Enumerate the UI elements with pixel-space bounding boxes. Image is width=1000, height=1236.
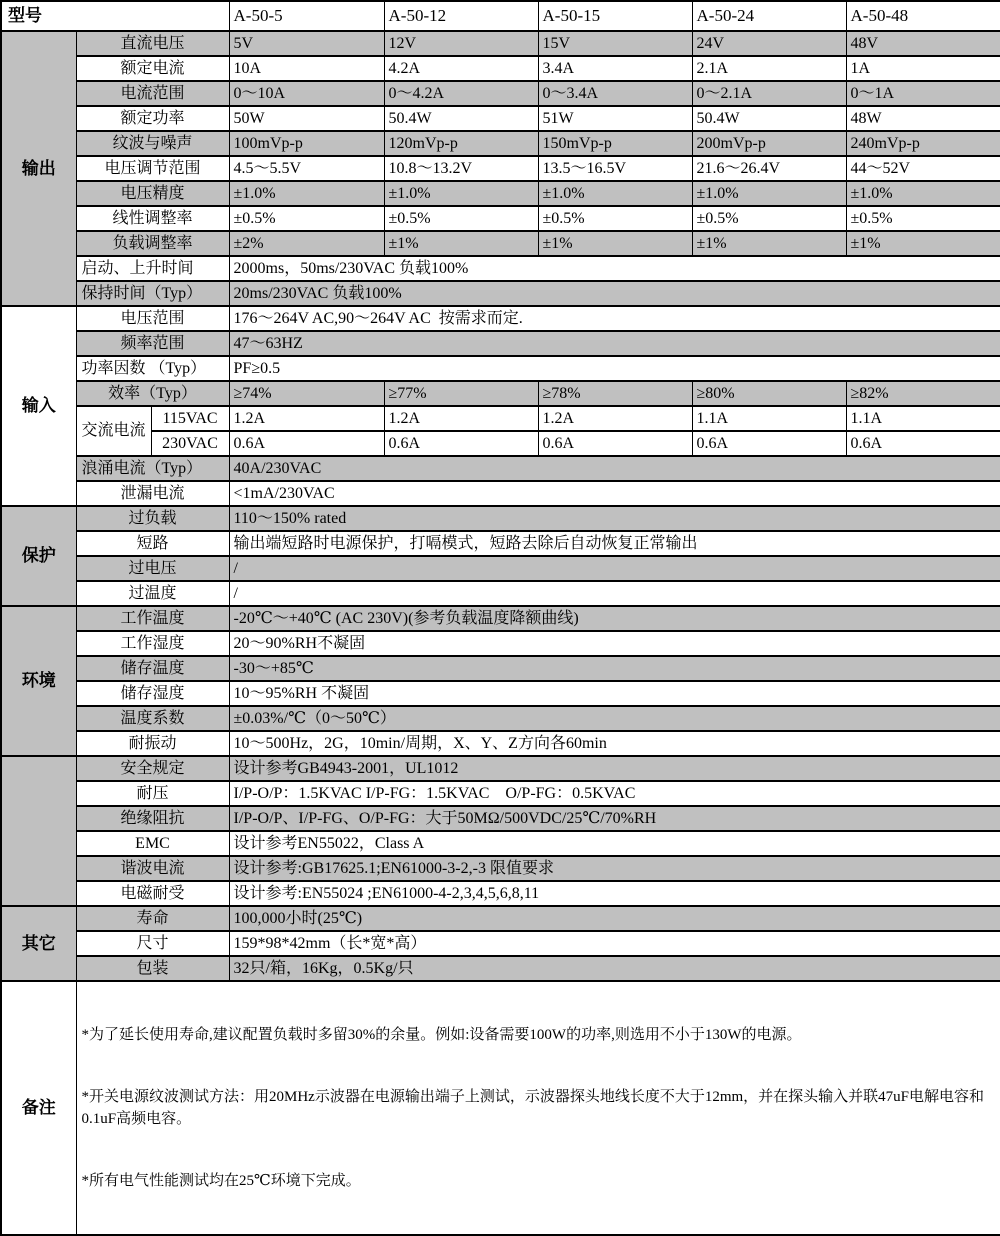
- section-group-label-protection: 保护: [1, 506, 76, 606]
- spec-value: 0～2.1A: [692, 81, 846, 106]
- spec-value: 0.6A: [229, 431, 384, 456]
- row-label: 功率因数 （Typ）: [76, 356, 229, 381]
- table-row: [1, 681, 1000, 706]
- model-name-header: A-50-15: [538, 1, 692, 31]
- spec-value: 2.1A: [692, 56, 846, 81]
- spec-value: 44～52V: [846, 156, 1000, 181]
- row-label: EMC: [76, 831, 229, 856]
- model-name-header: A-50-12: [384, 1, 538, 31]
- spec-value: 4.5～5.5V: [229, 156, 384, 181]
- spec-value: ±0.5%: [229, 206, 384, 231]
- spec-value: 40A/230VAC: [229, 456, 1000, 481]
- table-row: [1, 406, 1000, 431]
- section-group-label-output: 输出: [1, 31, 76, 306]
- spec-value: 13.5～16.5V: [538, 156, 692, 181]
- spec-value: 设计参考:EN55024 ;EN61000-4-2,3,4,5,6,8,11: [229, 881, 1000, 906]
- table-row: [1, 256, 1000, 281]
- table-row: [1, 656, 1000, 681]
- spec-value: 4.2A: [384, 56, 538, 81]
- spec-value: 15V: [538, 31, 692, 56]
- spec-value: ±1%: [538, 231, 692, 256]
- table-row: [1, 206, 1000, 231]
- row-label: 过负载: [76, 506, 229, 531]
- spec-value: 1.2A: [384, 406, 538, 431]
- table-row: [1, 81, 1000, 106]
- table-row: [1, 356, 1000, 381]
- spec-value: ±1.0%: [692, 181, 846, 206]
- spec-value: 0.6A: [846, 431, 1000, 456]
- table-row: [1, 331, 1000, 356]
- spec-value: ±1.0%: [384, 181, 538, 206]
- row-label: 保持时间（Typ）: [76, 281, 229, 306]
- spec-value: 输出端短路时电源保护，打嗝模式，短路去除后自动恢复正常输出: [229, 531, 1000, 556]
- spec-value: ≥77%: [384, 381, 538, 406]
- spec-value: 50.4W: [692, 106, 846, 131]
- spec-value: 47～63HZ: [229, 331, 1000, 356]
- spec-value: 设计参考:GB17625.1;EN61000-3-2,-3 限值要求: [229, 856, 1000, 881]
- row-label: 效率（Typ）: [76, 381, 229, 406]
- spec-value: 5V: [229, 31, 384, 56]
- spec-value: 48W: [846, 106, 1000, 131]
- spec-value: 0～3.4A: [538, 81, 692, 106]
- spec-value: 10～95%RH 不凝固: [229, 681, 1000, 706]
- table-row: [1, 856, 1000, 881]
- row-label: 纹波与噪声: [76, 131, 229, 156]
- section-group-label-remark: 备注: [1, 981, 76, 1235]
- spec-value: 0.6A: [538, 431, 692, 456]
- row-label: 额定功率: [76, 106, 229, 131]
- spec-value: 20～90%RH不凝固: [229, 631, 1000, 656]
- spec-value: 2000ms，50ms/230VAC 负载100%: [229, 256, 1000, 281]
- spec-value: 176～264V AC,90～264V AC 按需求而定.: [229, 306, 1000, 331]
- spec-value: ≥80%: [692, 381, 846, 406]
- table-row: [1, 781, 1000, 806]
- table-row: [1, 156, 1000, 181]
- row-label: 温度系数: [76, 706, 229, 731]
- table-row: [1, 281, 1000, 306]
- spec-value: 设计参考EN55022，Class A: [229, 831, 1000, 856]
- spec-value: 0.6A: [384, 431, 538, 456]
- spec-value: I/P-O/P、I/P-FG、O/P-FG：大于50MΩ/500VDC/25℃/70%RH: [229, 806, 1000, 831]
- table-row: [1, 56, 1000, 81]
- spec-value: 110～150% rated: [229, 506, 1000, 531]
- row-label: 安全规定: [76, 756, 229, 781]
- section-group-label-safety-empty: [1, 756, 76, 906]
- spec-value: 0～10A: [229, 81, 384, 106]
- row-label: 电流范围: [76, 81, 229, 106]
- row-label: 频率范围: [76, 331, 229, 356]
- spec-value: ±1%: [384, 231, 538, 256]
- row-label: 过温度: [76, 581, 229, 606]
- table-row: [1, 931, 1000, 956]
- row-label: 直流电压: [76, 31, 229, 56]
- row-label: 额定电流: [76, 56, 229, 81]
- table-row: [1, 806, 1000, 831]
- spec-value: I/P-O/P：1.5KVAC I/P-FG：1.5KVAC O/P-FG：0.5KVAC: [229, 781, 1000, 806]
- spec-value: 设计参考GB4943-2001，UL1012: [229, 756, 1000, 781]
- remark-line: *开关电源纹波测试方法：用20MHz示波器在电源输出端子上测试，示波器探头地线长度不大于12mm，并在探头输入并联47uF电解电容和0.1uF高频电容。: [81, 1089, 985, 1127]
- table-row: [1, 306, 1000, 331]
- spec-value: -30～+85℃: [229, 656, 1000, 681]
- spec-value: 120mVp-p: [384, 131, 538, 156]
- spec-value: ±0.5%: [692, 206, 846, 231]
- row-label: 储存湿度: [76, 681, 229, 706]
- table-row: [1, 756, 1000, 781]
- remark-text-cell: [76, 981, 1000, 1235]
- row-label: 短路: [76, 531, 229, 556]
- row-label: 工作温度: [76, 606, 229, 631]
- spec-value: 21.6～26.4V: [692, 156, 846, 181]
- spec-value: 20ms/230VAC 负载100%: [229, 281, 1000, 306]
- spec-value: ±1%: [846, 231, 1000, 256]
- table-row: [1, 506, 1000, 531]
- row-label: 耐压: [76, 781, 229, 806]
- table-row: [1, 31, 1000, 56]
- spec-value: /: [229, 581, 1000, 606]
- remark-line: *为了延长使用寿命,建议配置负载时多留30%的余量。例如:设备需要100W的功率,则选用不小于130W的电源。: [81, 1027, 802, 1043]
- section-group-label-other: 其它: [1, 906, 76, 981]
- table-row: [1, 531, 1000, 556]
- table-row: [1, 906, 1000, 931]
- row-label: 电磁耐受: [76, 881, 229, 906]
- spec-value: 1A: [846, 56, 1000, 81]
- spec-value: 100mVp-p: [229, 131, 384, 156]
- row-label: 电压调节范围: [76, 156, 229, 181]
- spec-value: ≥74%: [229, 381, 384, 406]
- spec-value: ±1.0%: [538, 181, 692, 206]
- table-row: [1, 431, 1000, 456]
- table-row: [1, 556, 1000, 581]
- spec-value: PF≥0.5: [229, 356, 1000, 381]
- table-row: [1, 606, 1000, 631]
- spec-value: 0.6A: [692, 431, 846, 456]
- spec-value: 1.1A: [846, 406, 1000, 431]
- table-row: [1, 481, 1000, 506]
- spec-value: 150mVp-p: [538, 131, 692, 156]
- spec-value: 1.2A: [229, 406, 384, 431]
- spec-value: -20℃～+40℃ (AC 230V)(参考负载温度降额曲线): [229, 606, 1000, 631]
- spec-value: 10.8～13.2V: [384, 156, 538, 181]
- spec-value: ≥78%: [538, 381, 692, 406]
- table-row: [1, 581, 1000, 606]
- table-row: [1, 231, 1000, 256]
- spec-value: /: [229, 556, 1000, 581]
- model-name-header: A-50-24: [692, 1, 846, 31]
- row-label: 绝缘阻抗: [76, 806, 229, 831]
- row-label: 负载调整率: [76, 231, 229, 256]
- spec-value: 50W: [229, 106, 384, 131]
- spec-value: 159*98*42mm（长*宽*高）: [229, 931, 1000, 956]
- spec-value: <1mA/230VAC: [229, 481, 1000, 506]
- row-label: 耐振动: [76, 731, 229, 756]
- remark-line: *所有电气性能测试均在25℃环境下完成。: [81, 1173, 361, 1189]
- row-sublabel: 230VAC: [151, 431, 229, 456]
- spec-value: 100,000小时(25℃): [229, 906, 1000, 931]
- spec-value: ≥82%: [846, 381, 1000, 406]
- row-label: 浪涌电流（Typ）: [76, 456, 229, 481]
- table-row: [1, 956, 1000, 981]
- row-label: 储存温度: [76, 656, 229, 681]
- row-label: 泄漏电流: [76, 481, 229, 506]
- model-header-row: [1, 1, 1000, 31]
- row-label-ac-current: 交流电流: [76, 406, 151, 456]
- row-label: 谐波电流: [76, 856, 229, 881]
- row-label: 电压精度: [76, 181, 229, 206]
- spec-value: ±1.0%: [846, 181, 1000, 206]
- spec-value: 51W: [538, 106, 692, 131]
- row-label: 线性调整率: [76, 206, 229, 231]
- row-label: 工作湿度: [76, 631, 229, 656]
- model-name-header: A-50-48: [846, 1, 1000, 31]
- spec-value: ±1%: [692, 231, 846, 256]
- spec-value: 3.4A: [538, 56, 692, 81]
- spec-value: ±0.5%: [538, 206, 692, 231]
- row-label: 包装: [76, 956, 229, 981]
- spec-value: 32只/箱，16Kg，0.5Kg/只: [229, 956, 1000, 981]
- spec-value: ±0.5%: [846, 206, 1000, 231]
- table-row: [1, 381, 1000, 406]
- table-row: [1, 731, 1000, 756]
- table-row: [1, 981, 1000, 1235]
- table-row: [1, 881, 1000, 906]
- table-row: [1, 831, 1000, 856]
- row-label: 寿命: [76, 906, 229, 931]
- row-label: 电压范围: [76, 306, 229, 331]
- row-sublabel: 115VAC: [151, 406, 229, 431]
- row-label: 尺寸: [76, 931, 229, 956]
- table-row: [1, 106, 1000, 131]
- spec-value: 1.1A: [692, 406, 846, 431]
- spec-value: 0～1A: [846, 81, 1000, 106]
- row-label: 过电压: [76, 556, 229, 581]
- spec-value: 12V: [384, 31, 538, 56]
- row-label: 启动、上升时间: [76, 256, 229, 281]
- model-header-label: 型号: [1, 1, 229, 31]
- spec-value: 48V: [846, 31, 1000, 56]
- table-row: [1, 706, 1000, 731]
- table-row: [1, 181, 1000, 206]
- spec-value: ±2%: [229, 231, 384, 256]
- spec-value: 24V: [692, 31, 846, 56]
- section-group-label-environment: 环境: [1, 606, 76, 756]
- spec-value: 10A: [229, 56, 384, 81]
- table-row: [1, 631, 1000, 656]
- section-group-label-input: 输入: [1, 306, 76, 506]
- spec-value: 10～500Hz，2G，10min/周期，X、Y、Z方向各60min: [229, 731, 1000, 756]
- table-row: [1, 131, 1000, 156]
- spec-value: 0～4.2A: [384, 81, 538, 106]
- spec-value: 240mVp-p: [846, 131, 1000, 156]
- spec-value: 50.4W: [384, 106, 538, 131]
- model-name-header: A-50-5: [229, 1, 384, 31]
- table-row: [1, 456, 1000, 481]
- spec-value: ±0.03%/℃（0～50℃）: [229, 706, 1000, 731]
- spec-value: 200mVp-p: [692, 131, 846, 156]
- spec-value: ±0.5%: [384, 206, 538, 231]
- spec-value: ±1.0%: [229, 181, 384, 206]
- spec-value: 1.2A: [538, 406, 692, 431]
